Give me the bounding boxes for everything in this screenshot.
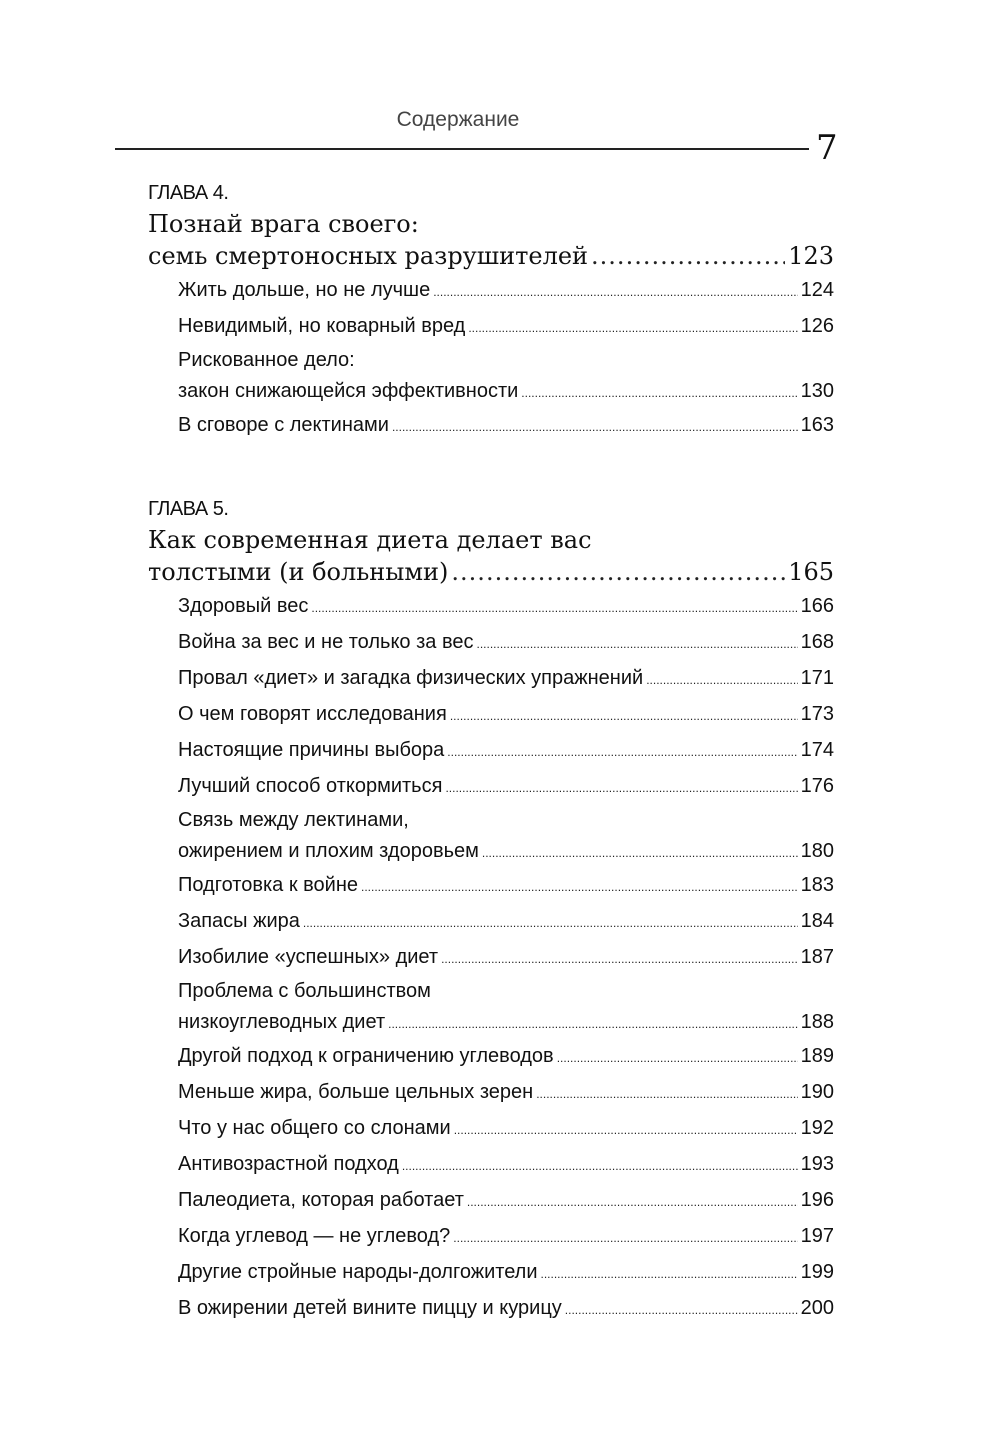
toc-entry-page: 187 bbox=[800, 946, 834, 968]
toc-entry bbox=[178, 903, 834, 939]
chapter-title-line1: Как современная диета делает вас bbox=[148, 526, 592, 554]
toc-entry bbox=[178, 696, 834, 732]
dot-leader bbox=[392, 409, 798, 445]
toc-entry-page: 173 bbox=[800, 703, 834, 725]
dot-leader bbox=[557, 1040, 798, 1076]
toc-entry-first-line: Связь между лектинами, bbox=[178, 809, 409, 831]
toc-entry-line bbox=[178, 375, 834, 407]
toc-entry-page: 171 bbox=[800, 667, 834, 689]
chapter-page-number: 165 bbox=[788, 558, 834, 586]
dot-leader bbox=[447, 734, 797, 770]
toc-entry-page: 189 bbox=[800, 1045, 834, 1067]
toc-entry-title: Другие стройные народы-долгожители bbox=[178, 1261, 538, 1283]
toc-entry-page: 199 bbox=[800, 1261, 834, 1283]
toc-entry bbox=[178, 588, 834, 624]
toc-entry-title: Другой подход к ограничению углеводов bbox=[178, 1045, 554, 1067]
toc-entry-page: 126 bbox=[800, 315, 834, 337]
toc-entry bbox=[178, 407, 834, 443]
toc-entry-title: Палеодиета, которая работает bbox=[178, 1189, 464, 1211]
toc-entry-page: 183 bbox=[800, 874, 834, 896]
dot-leader bbox=[541, 1256, 798, 1292]
chapter-title bbox=[148, 208, 834, 272]
toc-entry-line bbox=[178, 272, 834, 308]
toc-entry bbox=[178, 1218, 834, 1254]
toc-entry bbox=[178, 732, 834, 768]
dot-leader bbox=[482, 837, 798, 869]
dot-leader bbox=[303, 905, 798, 941]
dot-leader bbox=[433, 274, 797, 310]
toc-entry-title: Невидимый, но коварный вред bbox=[178, 315, 466, 337]
toc-entry-title: Провал «диет» и загадка физических упражнений bbox=[178, 667, 644, 689]
chapter-title-text: семь смертоносных разрушителей bbox=[148, 242, 589, 270]
toc-entry-title: Когда углевод — не углевод? bbox=[178, 1225, 451, 1247]
toc-entry-page: 124 bbox=[800, 279, 834, 301]
toc-entry-title: Здоровый вес bbox=[178, 595, 309, 617]
chapter-title-line2 bbox=[148, 556, 834, 588]
toc-entry-line bbox=[178, 1218, 834, 1254]
toc-entry-line bbox=[178, 1110, 834, 1146]
toc-entry bbox=[178, 1254, 834, 1290]
toc-entry-page: 163 bbox=[800, 414, 834, 436]
toc-entry bbox=[178, 1290, 834, 1326]
toc-entry-page: 166 bbox=[800, 595, 834, 617]
toc-entry bbox=[178, 308, 834, 344]
dot-leader bbox=[311, 590, 797, 626]
toc-entry-page: 188 bbox=[800, 1011, 834, 1033]
toc-entry-line bbox=[178, 768, 834, 804]
toc-entry-line bbox=[178, 939, 834, 975]
header-rule bbox=[115, 148, 809, 150]
toc-entry-line bbox=[178, 660, 834, 696]
toc-entry-page: 168 bbox=[800, 631, 834, 653]
dot-leader bbox=[388, 1008, 798, 1040]
toc-entry-line bbox=[178, 1074, 834, 1110]
toc-entry-page: 184 bbox=[800, 910, 834, 932]
toc-entry bbox=[178, 1074, 834, 1110]
toc-entry-title: Что у нас общего со слонами bbox=[178, 1117, 451, 1139]
toc-entry-line bbox=[178, 1038, 834, 1074]
dot-leader bbox=[451, 556, 785, 588]
toc-entry-line bbox=[178, 903, 834, 939]
toc-entry-line bbox=[178, 1182, 834, 1218]
toc-entry-page: 190 bbox=[800, 1081, 834, 1103]
toc-entry-page: 196 bbox=[800, 1189, 834, 1211]
toc-entry-title: Подготовка к войне bbox=[178, 874, 358, 896]
toc-entry-title: О чем говорят исследования bbox=[178, 703, 447, 725]
toc-entry-page: 200 bbox=[800, 1297, 834, 1319]
toc-entry-title: Война за вес и не только за вес bbox=[178, 631, 474, 653]
chapter-title-line2 bbox=[148, 240, 834, 272]
chapter-4-block bbox=[148, 178, 834, 443]
toc-entry-title: Запасы жира bbox=[178, 910, 300, 932]
toc-entry bbox=[178, 768, 834, 804]
toc-entry-line bbox=[178, 1006, 834, 1038]
toc-entry-page: 176 bbox=[800, 775, 834, 797]
dot-leader bbox=[402, 1148, 798, 1184]
dot-leader bbox=[450, 698, 798, 734]
toc-entry-line bbox=[178, 407, 834, 443]
dot-leader bbox=[445, 770, 797, 806]
toc-entry-page: 130 bbox=[800, 380, 834, 402]
toc-entry-line bbox=[178, 1290, 834, 1326]
toc-entry bbox=[178, 1110, 834, 1146]
chapter-title-line1: Познай врага своего: bbox=[148, 210, 419, 238]
dot-leader bbox=[476, 626, 797, 662]
toc-entry bbox=[178, 976, 834, 1038]
dot-leader bbox=[521, 377, 797, 409]
toc-entry-title: Антивозрастной подход bbox=[178, 1153, 399, 1175]
toc-entry-title: низкоуглеводных диет bbox=[178, 1011, 386, 1033]
toc-entry-page: 197 bbox=[800, 1225, 834, 1247]
dot-leader bbox=[646, 662, 797, 698]
toc-entry bbox=[178, 272, 834, 308]
page-number: 7 bbox=[816, 128, 838, 168]
chapter-title-text: толстыми (и больными) bbox=[148, 558, 449, 586]
toc-entry-title: В ожирении детей вините пиццу и курицу bbox=[178, 1297, 562, 1319]
toc-entry bbox=[178, 1182, 834, 1218]
toc-entry-first-line: Проблема с большинством bbox=[178, 980, 431, 1002]
toc-entry-title: Жить дольше, но не лучше bbox=[178, 279, 431, 301]
toc-entry bbox=[178, 939, 834, 975]
toc-entry bbox=[178, 624, 834, 660]
toc-entry-page: 174 bbox=[800, 739, 834, 761]
toc-entry bbox=[178, 1146, 834, 1182]
toc-entry bbox=[178, 1038, 834, 1074]
toc-entry-title: Меньше жира, больше цельных зерен bbox=[178, 1081, 534, 1103]
toc-entry bbox=[178, 805, 834, 867]
toc-entry-page: 180 bbox=[800, 840, 834, 862]
toc-entry bbox=[178, 867, 834, 903]
toc-entry-line bbox=[178, 867, 834, 903]
toc-entry-line bbox=[178, 308, 834, 344]
toc-entry-line bbox=[178, 1254, 834, 1290]
dot-leader bbox=[468, 310, 797, 346]
toc-entry-page: 192 bbox=[800, 1117, 834, 1139]
chapter-page-number: 123 bbox=[788, 242, 834, 270]
dot-leader bbox=[467, 1184, 798, 1220]
toc-entry-line bbox=[178, 696, 834, 732]
chapter-label: ГЛАВА 4. bbox=[148, 182, 229, 204]
toc-entry-title: Лучший способ откормиться bbox=[178, 775, 443, 797]
toc-entry-title: В сговоре с лектинами bbox=[178, 414, 389, 436]
toc-entry-title: Изобилие «успешных» диет bbox=[178, 946, 439, 968]
chapter-title bbox=[148, 524, 834, 588]
toc-entry bbox=[178, 345, 834, 407]
toc-entry-list bbox=[178, 588, 834, 1326]
toc-entry-line bbox=[178, 835, 834, 867]
toc-entry-line bbox=[178, 732, 834, 768]
toc-entry bbox=[178, 660, 834, 696]
chapter-5-block bbox=[148, 494, 834, 1326]
chapter-label: ГЛАВА 5. bbox=[148, 498, 229, 520]
dot-leader bbox=[565, 1292, 798, 1328]
dot-leader bbox=[454, 1112, 798, 1148]
dot-leader bbox=[361, 869, 798, 905]
toc-entry-list bbox=[178, 272, 834, 443]
toc-entry-page: 193 bbox=[800, 1153, 834, 1175]
dot-leader bbox=[536, 1076, 797, 1112]
toc-entry-title: Настоящие причины выбора bbox=[178, 739, 445, 761]
toc-entry-title: ожирением и плохим здоровьем bbox=[178, 840, 479, 862]
dot-leader bbox=[591, 240, 785, 272]
dot-leader bbox=[441, 941, 798, 977]
running-head-title: Содержание bbox=[396, 108, 520, 131]
dot-leader bbox=[453, 1220, 797, 1256]
toc-entry-title: закон снижающейся эффективности bbox=[178, 380, 519, 402]
toc-entry-first-line: Рискованное дело: bbox=[178, 349, 355, 371]
toc-entry-line bbox=[178, 1146, 834, 1182]
toc-entry-line bbox=[178, 588, 834, 624]
toc-entry-line bbox=[178, 624, 834, 660]
